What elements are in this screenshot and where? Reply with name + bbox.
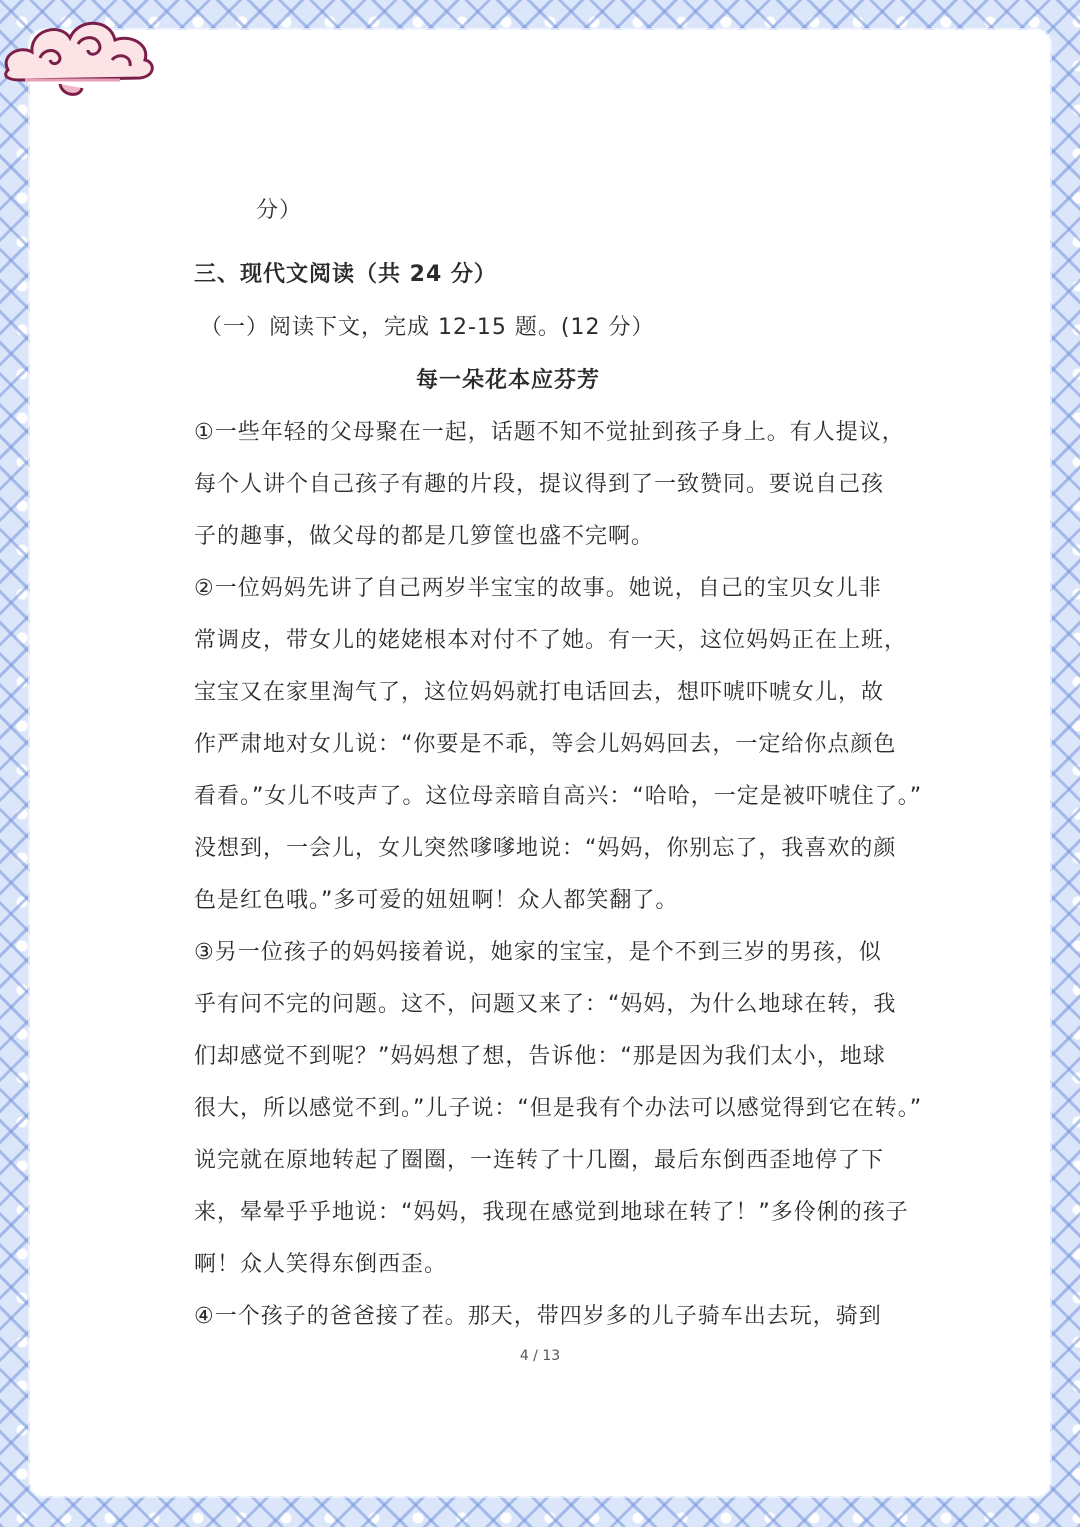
text-line: 们却感觉不到呢？”妈妈想了想，告诉他：“那是因为我们太小，地球	[194, 1044, 886, 1069]
text-line: 色是红色哦。”多可爱的妞妞啊！众人都笑翻了。	[194, 888, 679, 913]
text-line: 作严肃地对女儿说：“你要是不乖，等会儿妈妈回去，一定给你点颜色	[194, 732, 897, 757]
text-line: 很大，所以感觉不到。”儿子说：“但是我有个办法可以感觉得到它在转。”	[194, 1096, 923, 1121]
text-line: 子的趣事，做父母的都是几箩筐也盛不完啊。	[194, 524, 655, 549]
fragment-text: 分）	[256, 198, 303, 223]
page-number: 4 / 13	[519, 1348, 561, 1364]
text-line: ②一位妈妈先讲了自己两岁半宝宝的故事。她说，自己的宝贝女儿非	[194, 576, 882, 601]
text-line: 啊！众人笑得东倒西歪。	[194, 1252, 448, 1277]
text-line: ③另一位孩子的妈妈接着说，她家的宝宝，是个不到三岁的男孩，似	[194, 940, 882, 965]
document-page	[30, 30, 1050, 1496]
sub-heading: （一）阅读下文，完成 12-15 题。(12 分）	[200, 315, 655, 340]
cloud-decoration-icon	[0, 0, 160, 110]
text-line: 看看。”女儿不吱声了。这位母亲暗自高兴：“哈哈，一定是被吓唬住了。”	[194, 784, 923, 809]
text-line: ④一个孩子的爸爸接了茬。那天，带四岁多的儿子骑车出去玩，骑到	[194, 1304, 882, 1329]
text-line: 没想到，一会儿，女儿突然嗲嗲地说：“妈妈，你别忘了，我喜欢的颜	[194, 836, 897, 861]
text-line: 说完就在原地转起了圈圈，一连转了十几圈，最后东倒西歪地停了下	[194, 1148, 885, 1173]
text-line: ①一些年轻的父母聚在一起，话题不知不觉扯到孩子身上。有人提议，	[194, 420, 905, 445]
text-line: 每个人讲个自己孩子有趣的片段，提议得到了一致赞同。要说自己孩	[194, 472, 885, 497]
text-line: 宝宝又在家里淘气了，这位妈妈就打电话回去，想吓唬吓唬女儿，故	[194, 680, 885, 705]
text-line: 常调皮，带女儿的姥姥根本对付不了她。有一天，这位妈妈正在上班，	[194, 628, 908, 653]
section-heading: 三、现代文阅读（共 24 分）	[194, 262, 497, 287]
article-title: 每一朵花本应芬芳	[416, 368, 601, 393]
text-line: 乎有问不完的问题。这不，问题又来了：“妈妈，为什么地球在转，我	[194, 992, 897, 1017]
text-line: 来，晕晕乎乎地说：“妈妈，我现在感觉到地球在转了！”多伶俐的孩子	[194, 1200, 909, 1225]
